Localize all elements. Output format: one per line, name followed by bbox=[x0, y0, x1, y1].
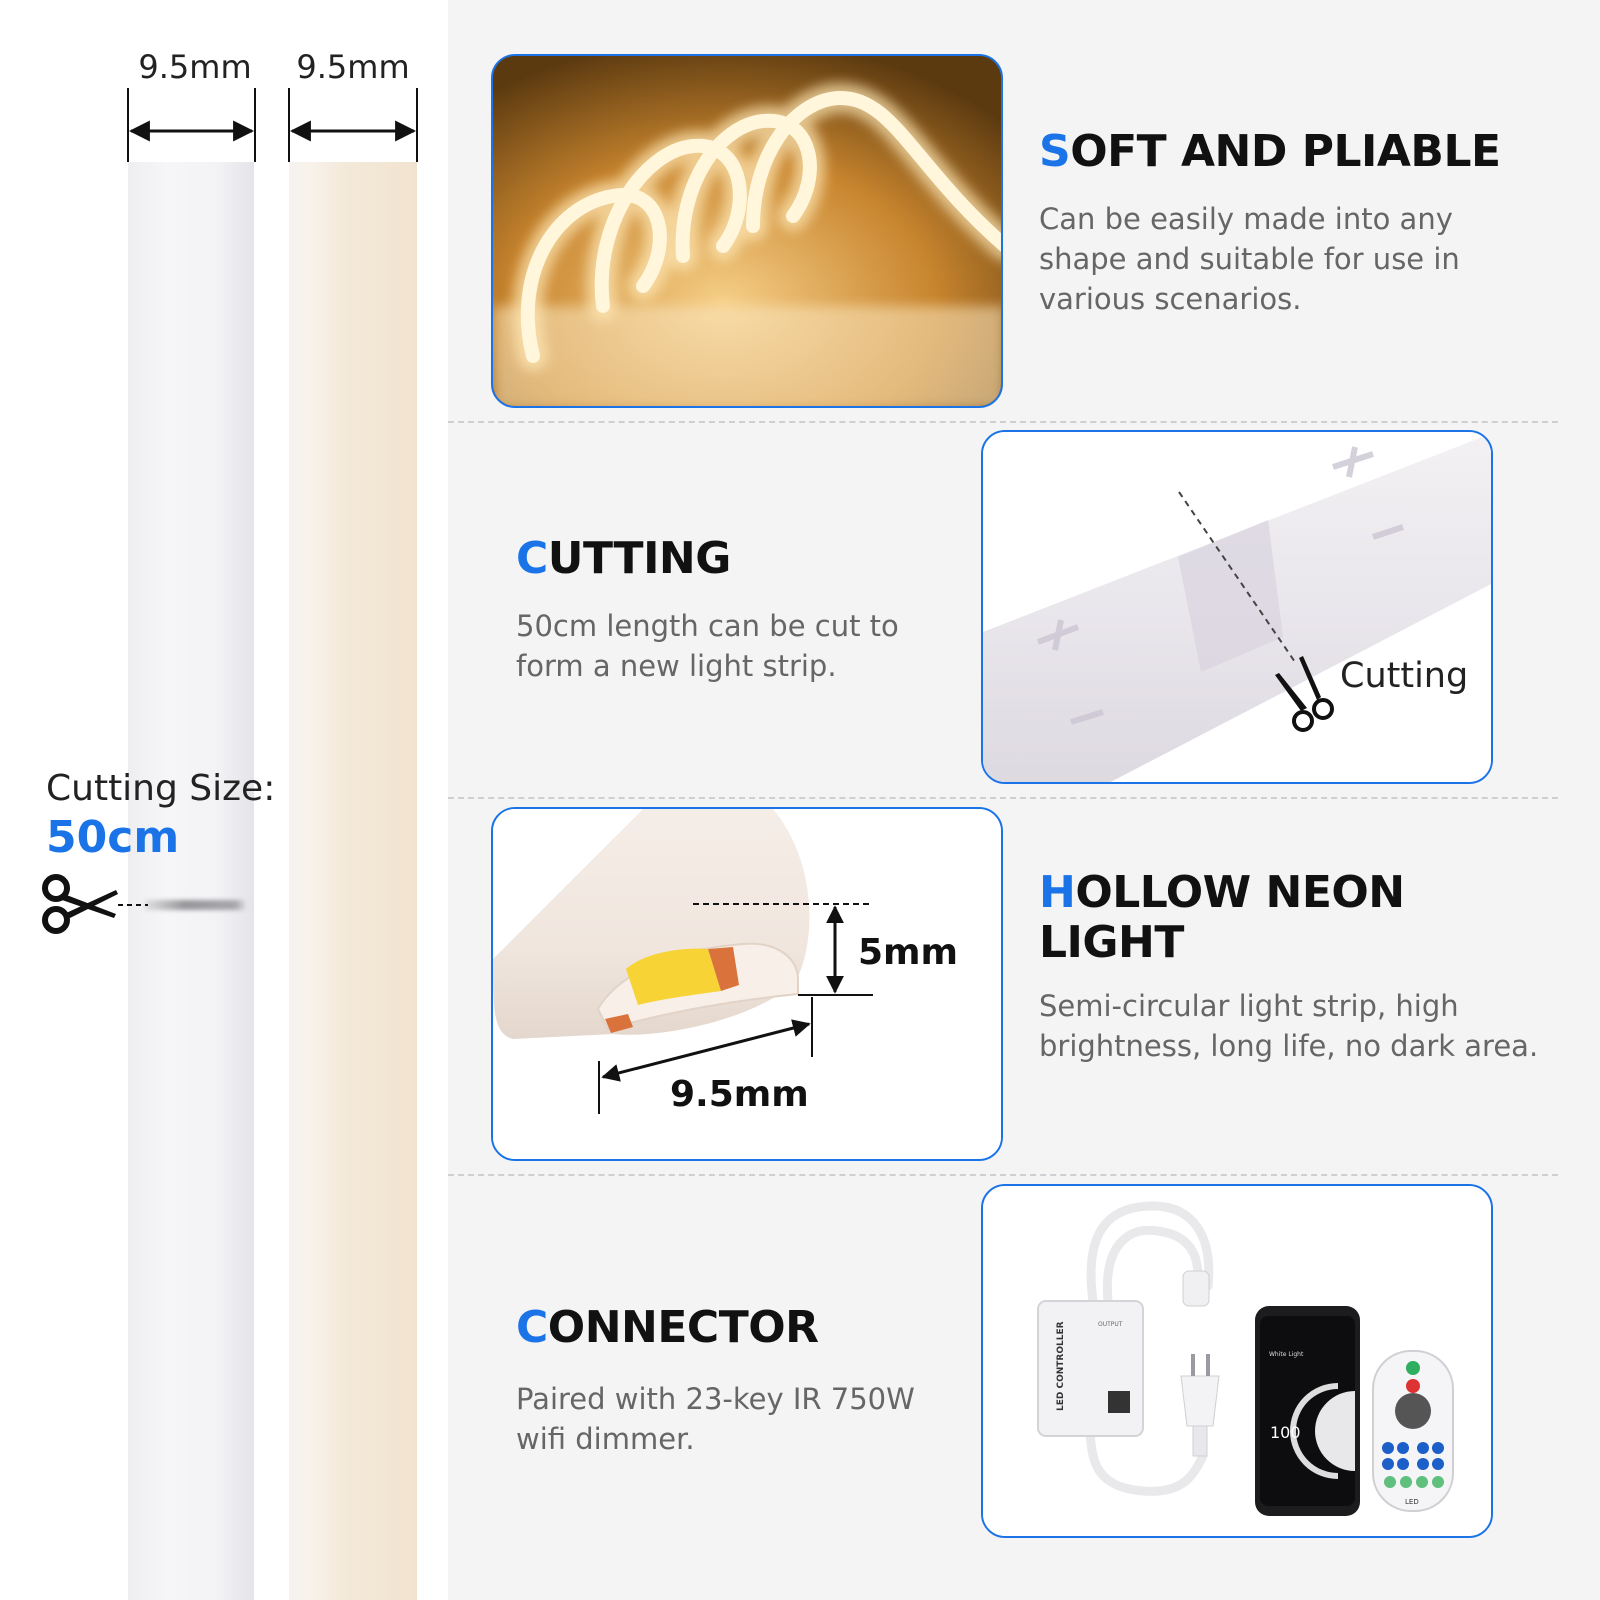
feature-heading-cutting: CUTTING bbox=[516, 533, 731, 584]
scissors-icon bbox=[40, 872, 150, 936]
cutting-closeup-image bbox=[981, 430, 1493, 784]
strip-profile-image bbox=[491, 807, 1003, 1161]
feature-description-cutting: 50cm length can be cut to form a new light strip. bbox=[516, 609, 899, 683]
warm-strip-width-label: 9.5mm bbox=[296, 48, 410, 86]
svg-text:5mm: 5mm bbox=[858, 932, 959, 973]
svg-text:White Light: White Light bbox=[1269, 1351, 1304, 1358]
svg-text:LED CONTROLLER: LED CONTROLLER bbox=[1056, 1321, 1066, 1411]
strip-dimensions-panel bbox=[0, 0, 448, 1600]
section-divider bbox=[448, 421, 1558, 423]
cutting-size-value: 50cm bbox=[46, 812, 180, 863]
cut-mark bbox=[145, 900, 245, 910]
warm-strip-sample bbox=[289, 162, 417, 1600]
controller-box bbox=[1038, 1301, 1143, 1436]
svg-text:OUTPUT: OUTPUT bbox=[1098, 1321, 1123, 1328]
qr-code-icon bbox=[1108, 1391, 1130, 1413]
section-divider bbox=[448, 797, 1558, 799]
width-arrows bbox=[0, 0, 448, 170]
svg-text:Cutting: Cutting bbox=[1340, 656, 1469, 696]
svg-text:LED: LED bbox=[1405, 1498, 1419, 1506]
svg-text:9.5mm: 9.5mm bbox=[670, 1074, 809, 1115]
coiled-strip-image bbox=[491, 54, 1003, 408]
feature-description-soft: Can be easily made into any shape and suitable for use in various scenarios. bbox=[1039, 202, 1460, 316]
feature-heading-connector: CONNECTOR bbox=[516, 1302, 819, 1353]
feature-heading-soft: SOFT AND PLIABLE bbox=[1039, 126, 1501, 177]
feature-description-connector: Paired with 23-key IR 750W wifi dimmer. bbox=[516, 1382, 915, 1456]
feature-description-hollow: Semi-circular light strip, high brightness, long life, no dark area. bbox=[1039, 989, 1539, 1063]
section-divider bbox=[448, 1174, 1558, 1176]
svg-text:100: 100 bbox=[1270, 1423, 1301, 1442]
white-strip-width-label: 9.5mm bbox=[138, 48, 252, 86]
cutting-size-label: Cutting Size: bbox=[46, 768, 276, 809]
feature-heading-hollow: HOLLOW NEON LIGHT bbox=[1039, 867, 1405, 968]
remote-image bbox=[1373, 1351, 1453, 1511]
phone-image bbox=[1255, 1306, 1360, 1516]
controller-kit-image bbox=[981, 1184, 1493, 1538]
